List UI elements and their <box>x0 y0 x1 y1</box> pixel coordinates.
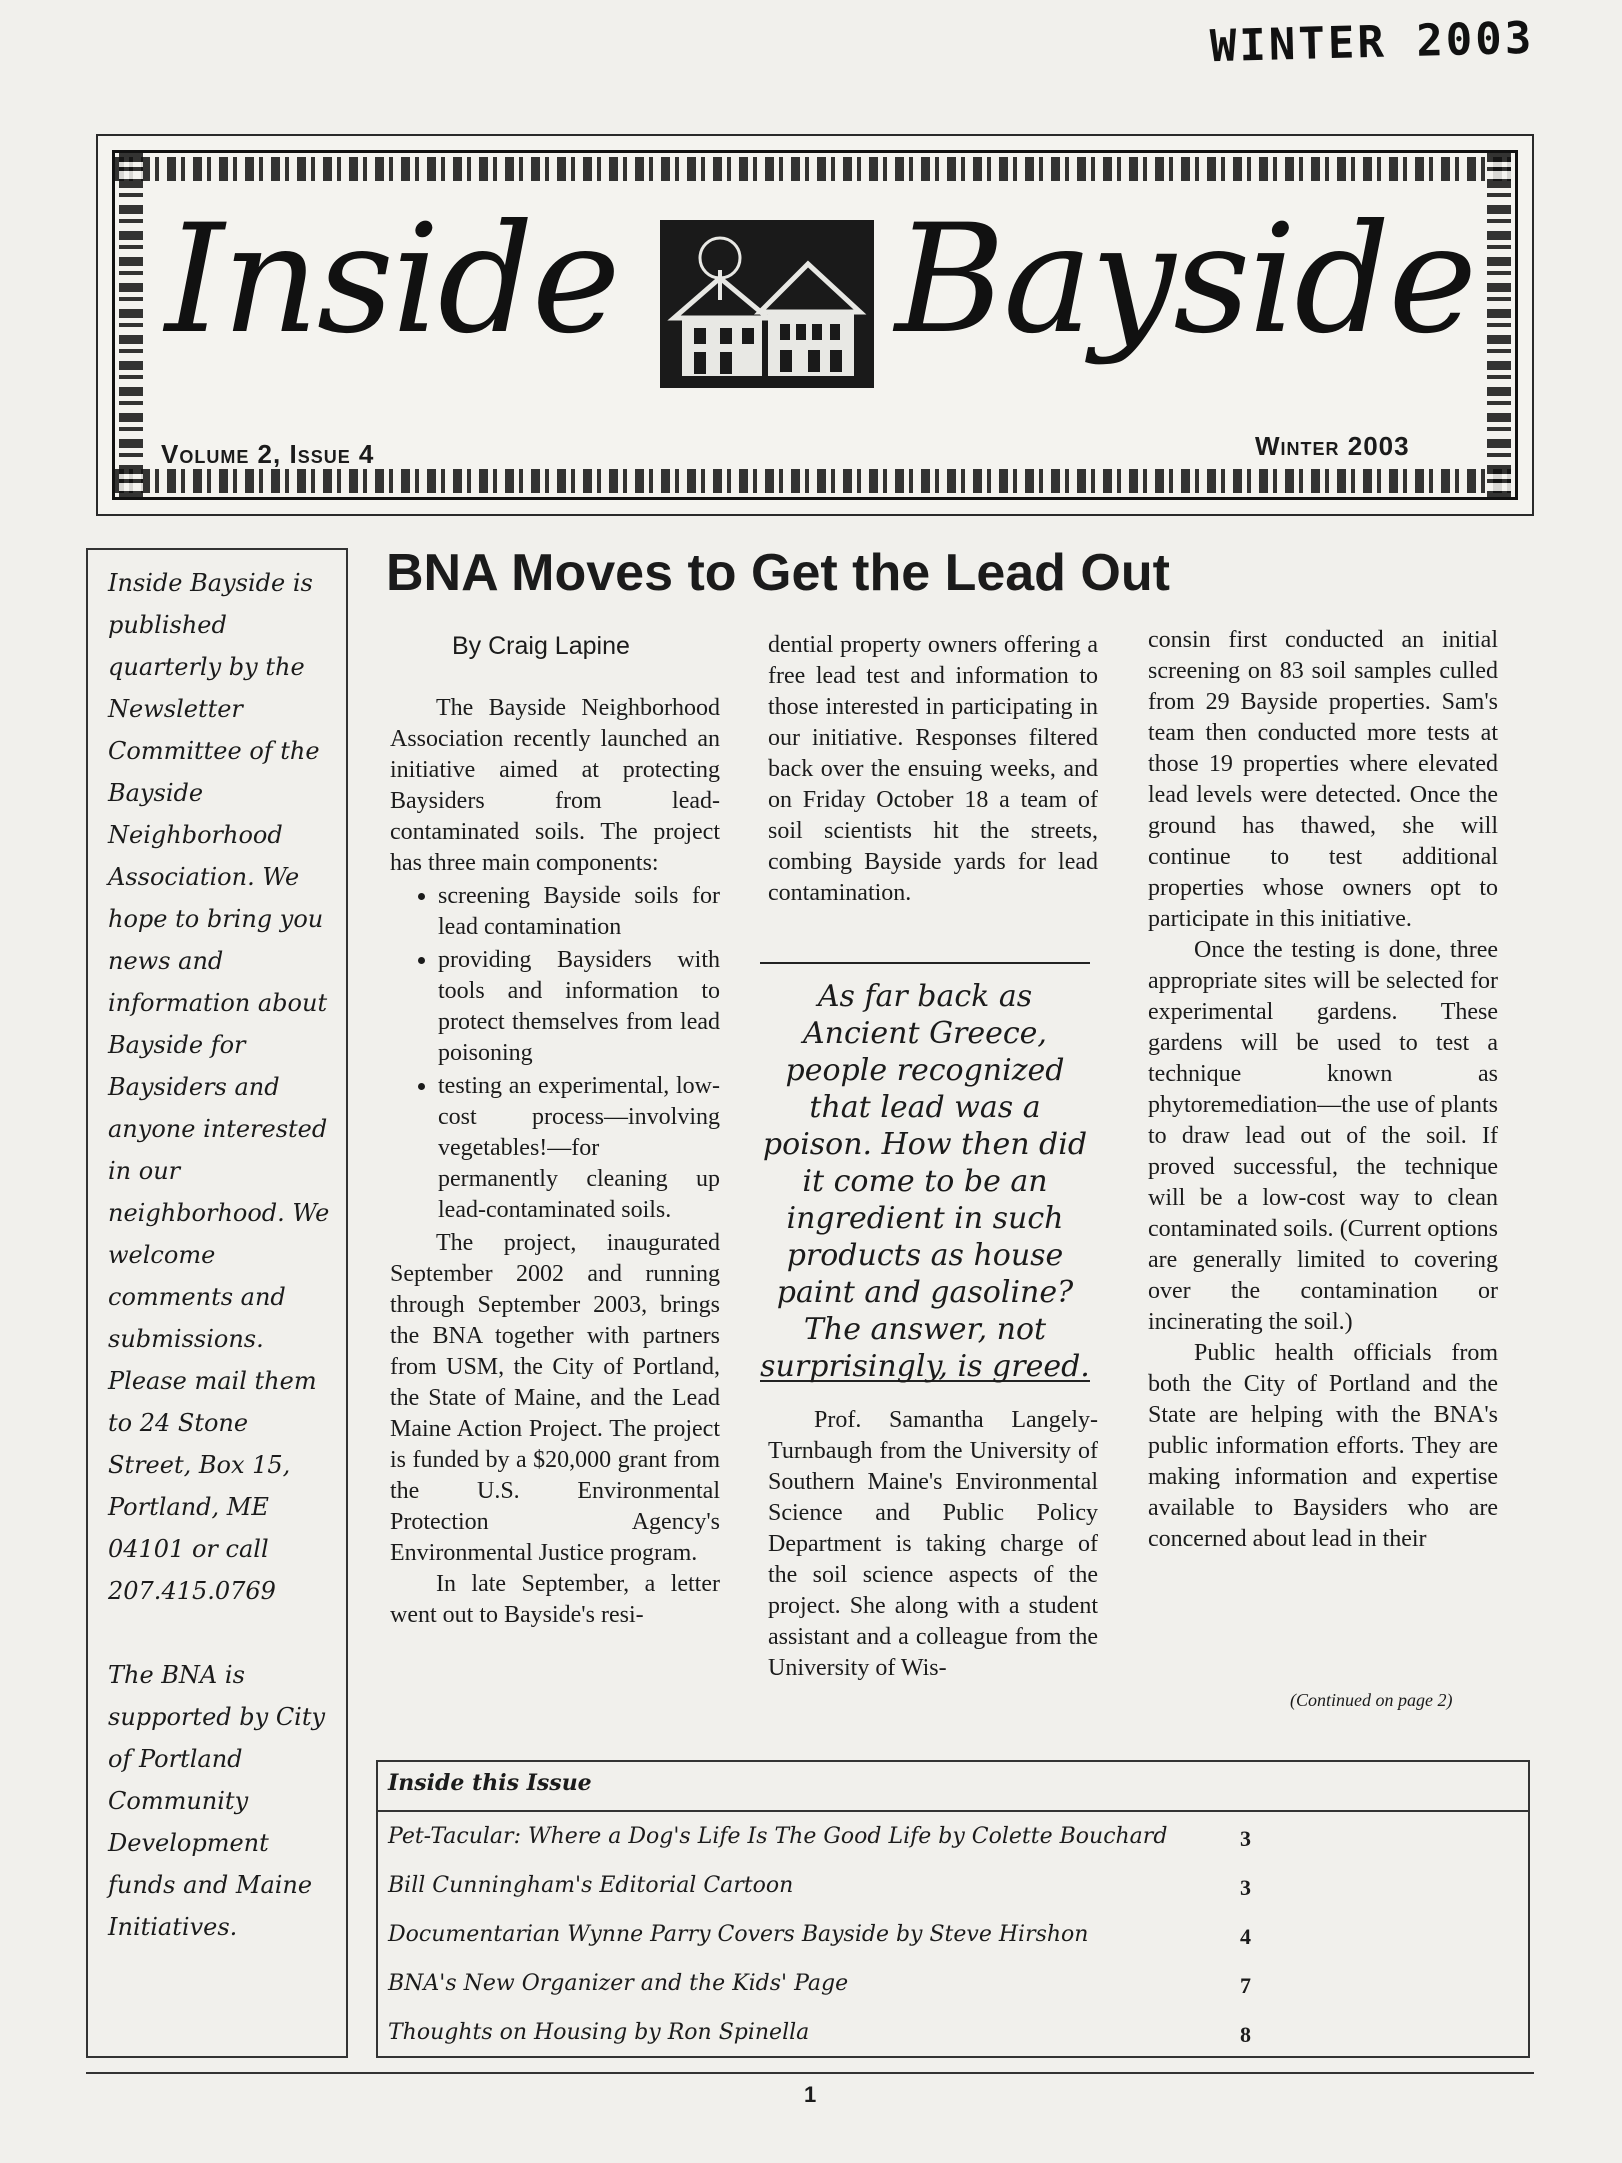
toc-item-title: Bill Cunningham's Editorial Cartoon <box>388 1873 794 1898</box>
sidebar-paragraph: The BNA is supported by City of Portland Community Development funds and Maine Initiatives. <box>108 1661 326 1941</box>
list-item: • providing Baysiders with tools and information to protect themselves from lead poisoning <box>438 945 720 1069</box>
sidebar-publisher-info <box>86 548 348 2058</box>
continued-note: (Continued on page 2) <box>1290 1690 1453 1710</box>
article-paragraph: In late September, a letter went out to Bayside's resi- <box>390 1571 720 1628</box>
footer-divider <box>86 2072 1534 2074</box>
masthead-border <box>112 150 1518 500</box>
article-column-3 <box>1148 625 1498 1555</box>
toc-item-page: 4 <box>1240 1924 1251 1949</box>
vine-border-right <box>1487 153 1511 497</box>
article-byline: By Craig Lapine <box>452 632 630 660</box>
article-paragraph: dential property owners offering a free lead test and information to those interested in participating in our initiative. Responses filtered back over the ensuing weeks, and on Friday October 18 a team of soil scientists hit the streets, combing Bayside yards for lead contamination. <box>768 632 1098 906</box>
title-bayside: Bayside <box>895 193 1476 367</box>
toc-item-page: 3 <box>1240 1826 1251 1851</box>
list-item: • screening Bayside soils for lead contamination <box>438 881 720 943</box>
masthead <box>96 134 1534 516</box>
toc-item-title: Thoughts on Housing by Ron Spinella <box>388 2020 810 2045</box>
issue-season: Winter 2003 <box>1255 431 1410 461</box>
toc-item-page: 7 <box>1240 1973 1251 1998</box>
bullet-list <box>390 881 720 1226</box>
article-paragraph: The project, inaugurated September 2002 and running through September 2003, brings the BNA together with partners from USM, the City of Portland, the State of Maine, and the Lead Maine Action Project. The project is funded by a $20,000 grant from the U.S. Environmental Protection Agency's Environmental Justice program. <box>390 1230 720 1566</box>
list-item: • testing an experimental, low-cost process—involving vegetables!—for permanently cleaning up lead-contaminated soils. <box>438 1071 720 1226</box>
page-number: 1 <box>804 2082 817 2107</box>
vine-border-top <box>115 157 1515 181</box>
toc-item-page: 8 <box>1240 2022 1251 2047</box>
vine-border-bottom <box>115 469 1515 493</box>
article-paragraph: Prof. Samantha Langely-Turnbaugh from the University of Southern Maine's Environmental Science and Public Policy Department is taking charge of the soil science aspects of the project. She along with a student assistant and a colleague from the University of Wis- <box>768 1407 1098 1681</box>
handwritten-date: WINTER 2003 <box>1209 12 1535 73</box>
article-paragraph: The Bayside Neighborhood Association recently launched an initiative aimed at protecting Baysiders from lead-contaminated soils. The project has three main components: <box>390 695 720 876</box>
article-paragraph: Public health officials from both the City of Portland and the State are helping with the BNA's public information efforts. They are making information and expertise available to Baysiders who are concerned about lead in their <box>1148 1340 1498 1552</box>
volume-issue: Volume 2, Issue 4 <box>161 439 375 469</box>
article-paragraph: Once the testing is done, three appropriate sites will be selected for experimental gardens. These gardens will be used to test a technique known as phytoremediation—the use of plants to draw lead out of the soil. If proved successful, the technique will be a low-cost way to clean contaminated soils. (Current options are generally limited to covering over the contamination or incinerating the soil.) <box>1148 937 1498 1335</box>
table-of-contents <box>376 1760 1530 2058</box>
toc-item <box>378 1861 1528 1910</box>
pull-quote: As far back as Ancient Greece, people recognized that lead was a poison. How then did it come to be an ingredient in such products as house paint and gasoline? The answer, not surprisingly, is greed. <box>760 962 1090 1382</box>
sidebar-paragraph: Inside Bayside is published quarterly by the Newsletter Committee of the Bayside Neighborhood Association. We hope to bring you news and information about Bayside for Baysiders and anyone interested in our neighborhood. We welcome comments and submissions. Please mail them to 24 Stone Street, Box 15, Portland, ME 04101 or call 207.415.0769 <box>108 569 330 1605</box>
toc-item-title: BNA's New Organizer and the Kids' Page <box>388 1971 849 1996</box>
toc-item <box>378 1910 1528 1959</box>
article-column-2 <box>768 630 1098 909</box>
toc-item <box>378 2008 1528 2057</box>
toc-item-page: 3 <box>1240 1875 1251 1900</box>
title-inside: Inside <box>165 193 619 367</box>
toc-item <box>378 1812 1528 1861</box>
vine-border-left <box>119 153 143 497</box>
toc-item-title: Pet-Tacular: Where a Dog's Life Is The Good Life by Colette Bouchard <box>388 1824 1168 1849</box>
article-headline: BNA Moves to Get the Lead Out <box>386 544 1170 602</box>
toc-item-title: Documentarian Wynne Parry Covers Bayside by Steve Hirshon <box>388 1922 1089 1947</box>
article-column-2-continued <box>768 1405 1098 1684</box>
article-column-1 <box>390 693 720 1631</box>
toc-heading: Inside this Issue <box>378 1762 1528 1812</box>
article-paragraph: consin first conducted an initial screening on 83 soil samples culled from 29 Bayside properties. Sam's team then conducted more tests at those 19 properties where elevated lead levels were detected. Once the ground has thawed, she will continue to test additional properties whose owners opt to participate in this initiative. <box>1148 627 1498 932</box>
toc-item <box>378 1959 1528 2008</box>
houses-logo-icon <box>660 220 874 388</box>
